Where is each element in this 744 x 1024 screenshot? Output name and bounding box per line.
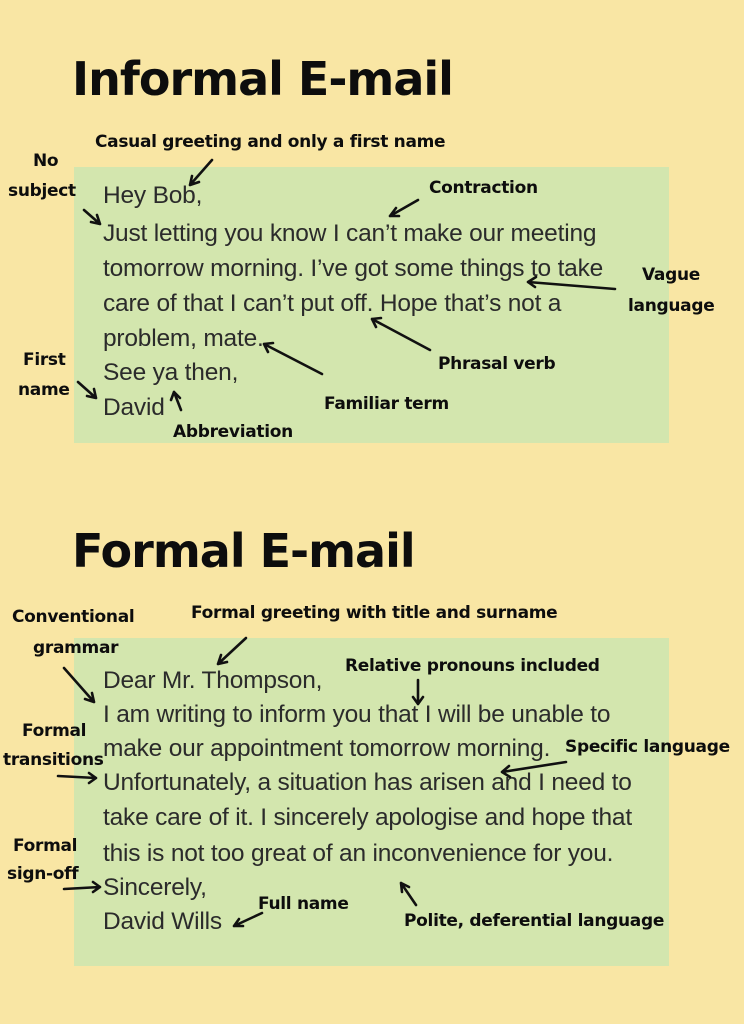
informal-line-7: David [103, 394, 165, 421]
formal-greeting-note: Formal greeting with title and surname [191, 603, 558, 623]
first-name-note-1: First [23, 350, 66, 370]
formal-transitions-note-2: transitions [3, 750, 104, 770]
formal-line-1: Dear Mr. Thompson, [103, 667, 323, 694]
formal-signoff-note-1: Formal [13, 836, 78, 856]
informal-line-3: tomorrow morning. I’ve got some things to take [103, 255, 604, 282]
relative-pronouns-note: Relative pronouns included [345, 656, 600, 676]
informal-line-5: problem, mate. [103, 325, 264, 352]
polite-language-note: Polite, deferential language [404, 911, 665, 931]
informal-line-4: care of that I can’t put off. Hope that’s not a [103, 290, 562, 317]
conventional-grammar-note-1: Conventional [12, 607, 135, 627]
formal-transitions-note-1: Formal [22, 721, 87, 741]
formal-line-4: Unfortunately, a situation has arisen and I need to [103, 769, 632, 796]
formal-line-2: I am writing to inform you that I will be unable to [103, 701, 611, 728]
formal-line-6: this is not too great of an inconvenience for you. [103, 840, 614, 867]
no-subject-note-1: No [33, 151, 59, 171]
familiar-term-note: Familiar term [324, 394, 449, 414]
formal-line-3: make our appointment tomorrow morning. [103, 735, 551, 762]
vague-language-note-2: language [628, 296, 715, 316]
conventional-grammar-note-2: grammar [33, 638, 119, 658]
formal-line-5: take care of it. I sincerely apologise and hope that [103, 804, 632, 831]
no-subject-note-2: subject [8, 181, 76, 201]
specific-language-note: Specific language [565, 737, 730, 757]
informal-line-1: Hey Bob, [103, 182, 203, 209]
formal-line-8: David Wills [103, 908, 222, 935]
phrasal-verb-note: Phrasal verb [438, 354, 556, 374]
contraction-note: Contraction [429, 178, 538, 198]
casual-greeting-note: Casual greeting and only a first name [95, 132, 446, 152]
informal-line-2: Just letting you know I can’t make our meeting [103, 220, 597, 247]
full-name-note: Full name [258, 894, 349, 914]
vague-language-note-1: Vague [642, 265, 701, 285]
informal-heading: Informal E-mail [72, 52, 453, 106]
abbreviation-note: Abbreviation [173, 422, 293, 442]
formal-heading: Formal E-mail [72, 524, 415, 578]
formal-signoff-note-2: sign-off [7, 864, 79, 884]
informal-line-6: See ya then, [103, 359, 239, 386]
formal-line-7: Sincerely, [103, 874, 207, 901]
first-name-note-2: name [18, 380, 70, 400]
